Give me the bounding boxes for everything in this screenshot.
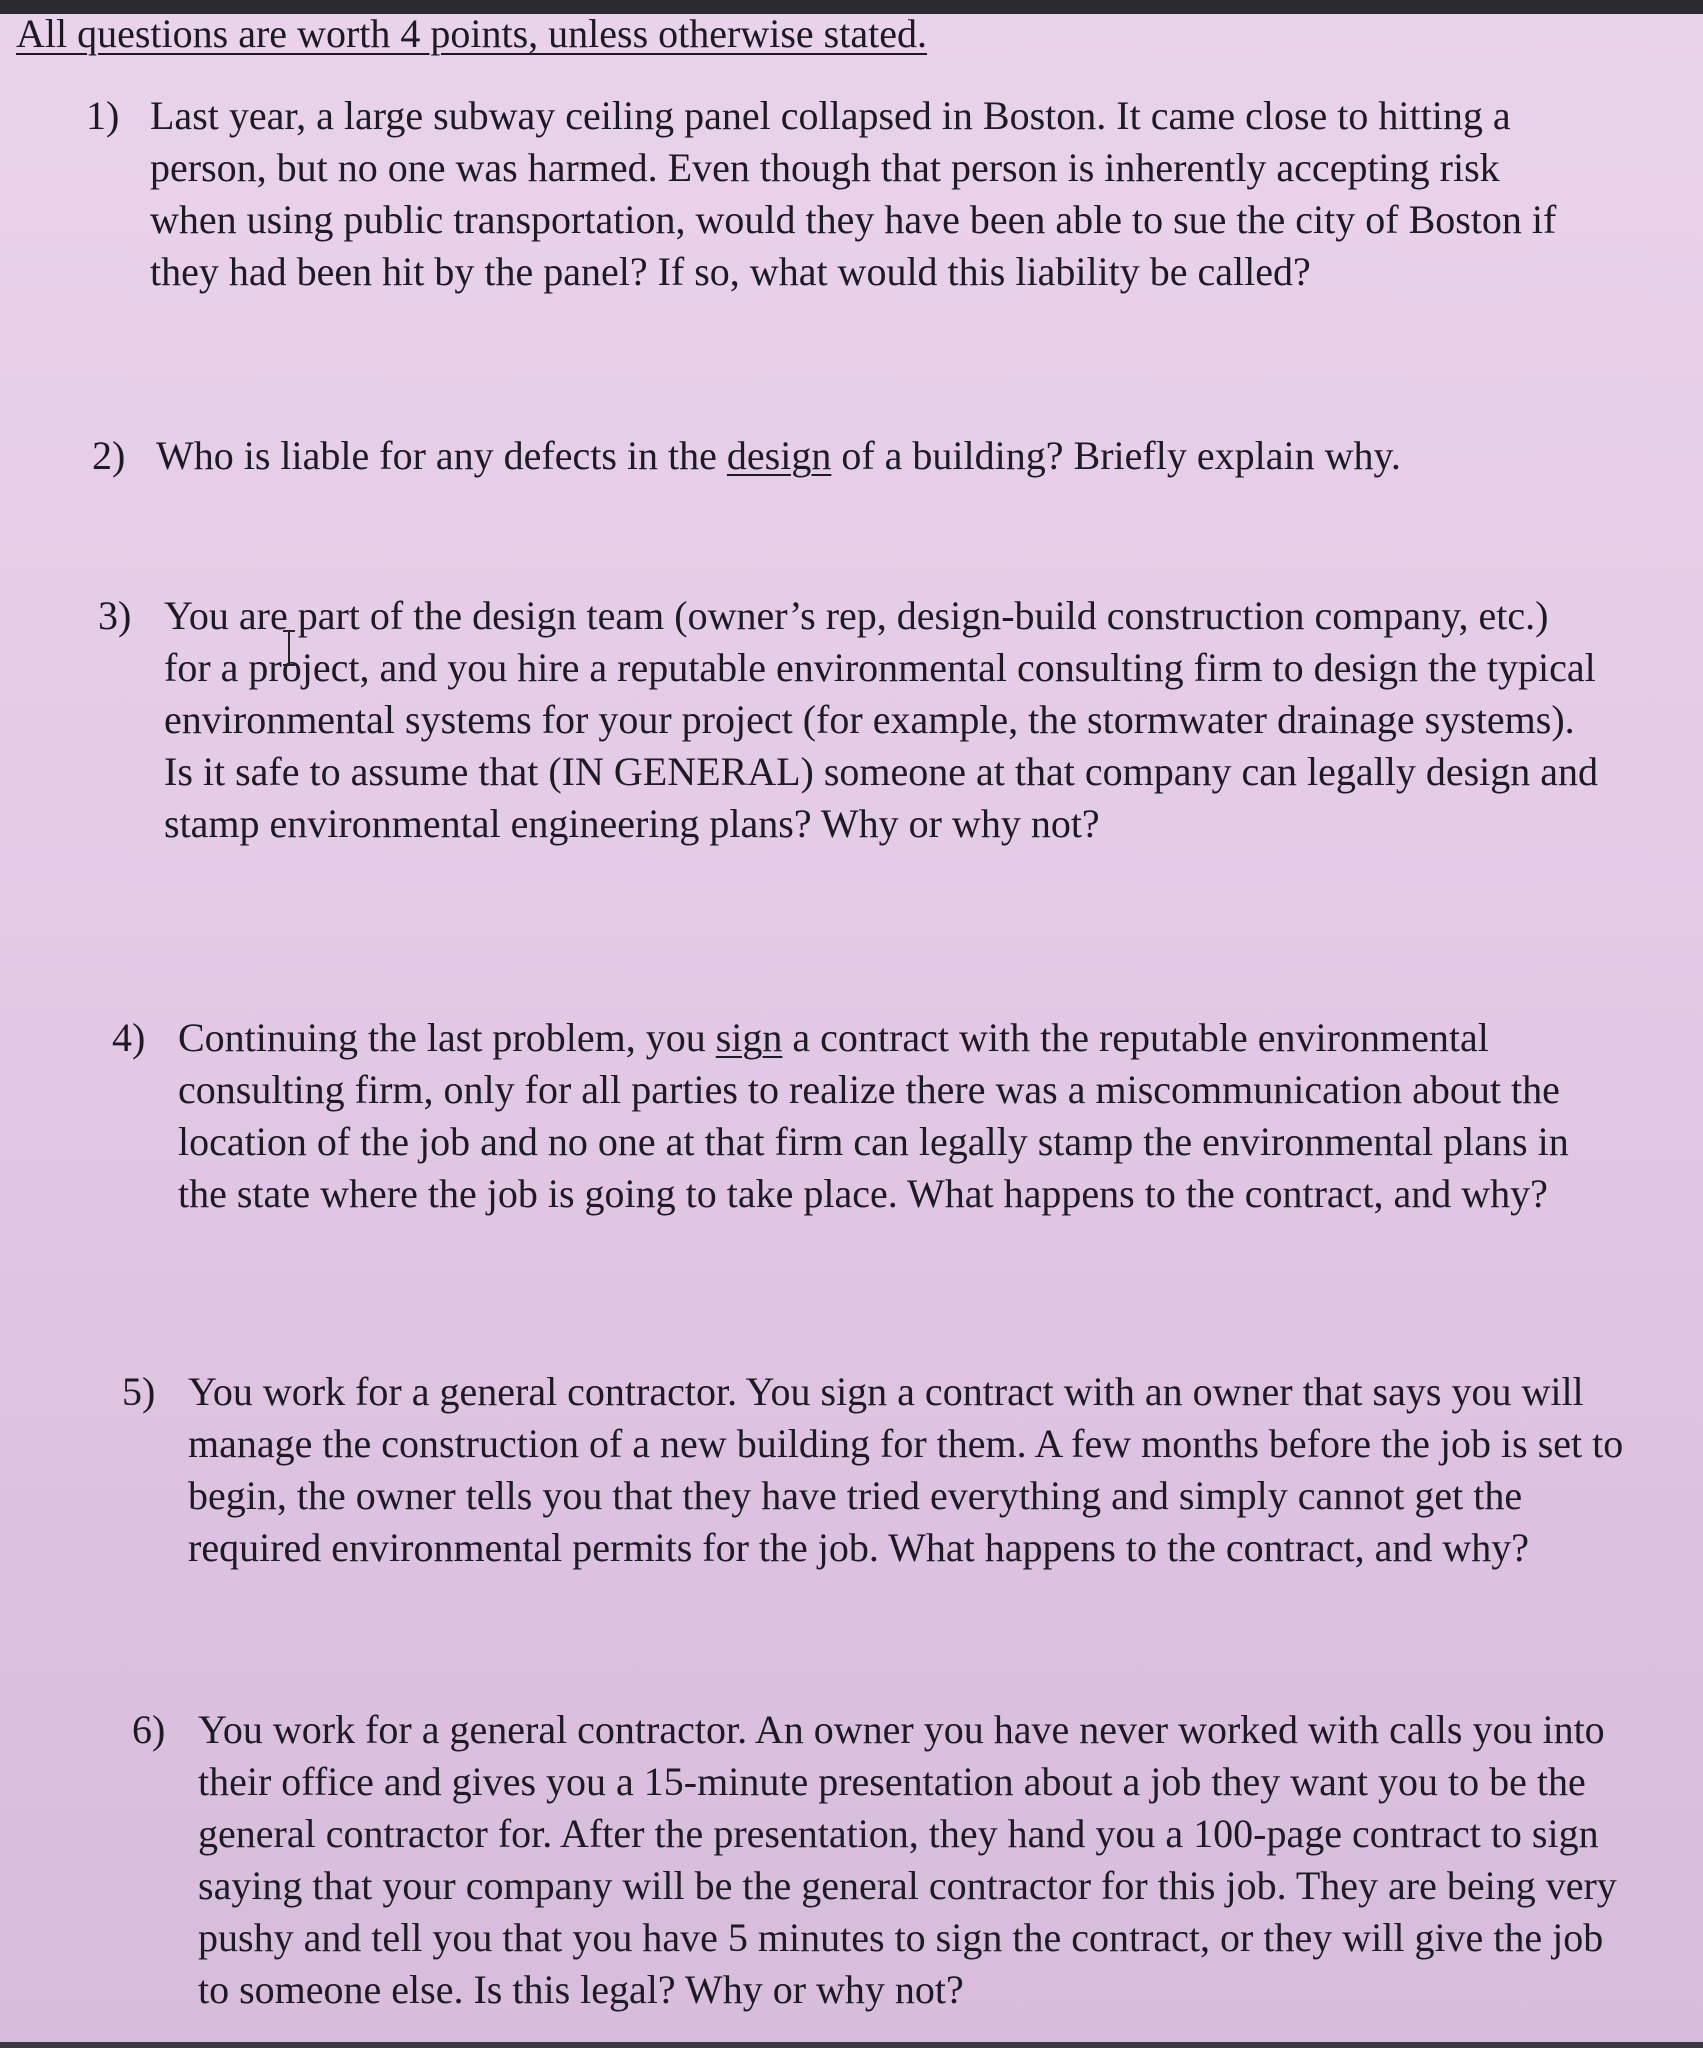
question-line: Is it safe to assume that (IN GENERAL) someone at that company can legally design and xyxy=(164,749,1599,794)
underlined-word-design: design xyxy=(726,433,832,478)
question-line: You work for a general contractor. You sign a contract with an owner that says you will xyxy=(188,1369,1584,1414)
question-text-after: a contract with the reputable environmental xyxy=(782,1015,1489,1060)
question-text xyxy=(198,1704,1698,2016)
question-text xyxy=(164,590,1703,850)
question-line: to someone else. Is this legal? Why or why not? xyxy=(198,1967,964,2012)
question-line: begin, the owner tells you that they have tried everything and simply cannot get the xyxy=(188,1473,1523,1518)
question-text xyxy=(178,1012,1698,1220)
question-line: required environmental permits for the job. What happens to the contract, and why? xyxy=(188,1525,1530,1570)
question-line xyxy=(178,1012,1698,1064)
question-line: location of the job and no one at that firm can legally stamp the environmental plans in xyxy=(178,1119,1569,1164)
question-line: they had been hit by the panel? If so, what would this liability be called? xyxy=(150,249,1311,294)
text-cursor-icon xyxy=(282,630,296,666)
question-line: saying that your company will be the general contractor for this job. They are being very xyxy=(198,1863,1617,1908)
underlined-word-sign: sign xyxy=(715,1015,783,1060)
question-line: for a project, and you hire a reputable environmental consulting firm to design the typical xyxy=(164,645,1596,690)
monitor-bezel-bottom xyxy=(0,2042,1703,2048)
question-line: environmental systems for your project (for example, the stormwater drainage systems). xyxy=(164,697,1575,742)
question-text-before: Who is liable for any defects in the xyxy=(156,433,727,478)
question-line: their office and gives you a 15-minute presentation about a job they want you to be the xyxy=(198,1759,1586,1804)
question-line: when using public transportation, would they have been able to sue the city of Boston if xyxy=(150,197,1557,242)
question-number: 2) xyxy=(92,433,126,478)
question-line xyxy=(156,430,1636,482)
question-line: the state where the job is going to take place. What happens to the contract, and why? xyxy=(178,1171,1548,1216)
question-number: 3) xyxy=(98,593,132,638)
question-line: You work for a general contractor. An owner you have never worked with calls you into xyxy=(198,1707,1605,1752)
question-text xyxy=(150,90,1703,298)
question-line: consulting firm, only for all parties to realize there was a miscommunication about the xyxy=(178,1067,1560,1112)
question-number: 5) xyxy=(122,1369,156,1414)
question-line: general contractor for. After the presentation, they hand you a 100-page contract to sign xyxy=(198,1811,1599,1856)
instructions-header: All questions are worth 4 points, unless otherwise stated. xyxy=(16,11,927,56)
question-line: manage the construction of a new building for them. A few months before the job is set to xyxy=(188,1421,1624,1466)
question-text xyxy=(156,430,1636,482)
question-number: 6) xyxy=(132,1707,166,1752)
question-line: You are part of the design team (owner’s rep, design-build construction company, etc.) xyxy=(164,593,1549,638)
question-line: Last year, a large subway ceiling panel collapsed in Boston. It came close to hitting a xyxy=(150,93,1511,138)
question-number: 1) xyxy=(86,93,120,138)
question-line: stamp environmental engineering plans? Why or why not? xyxy=(164,801,1100,846)
question-line: pushy and tell you that you have 5 minutes to sign the contract, or they will give the job xyxy=(198,1915,1604,1960)
question-line: person, but no one was harmed. Even though that person is inherently accepting risk xyxy=(150,145,1500,190)
question-number: 4) xyxy=(112,1015,146,1060)
question-text xyxy=(188,1366,1698,1574)
question-text-after: of a building? Briefly explain why. xyxy=(831,433,1401,478)
question-text-before: Continuing the last problem, you xyxy=(178,1015,716,1060)
